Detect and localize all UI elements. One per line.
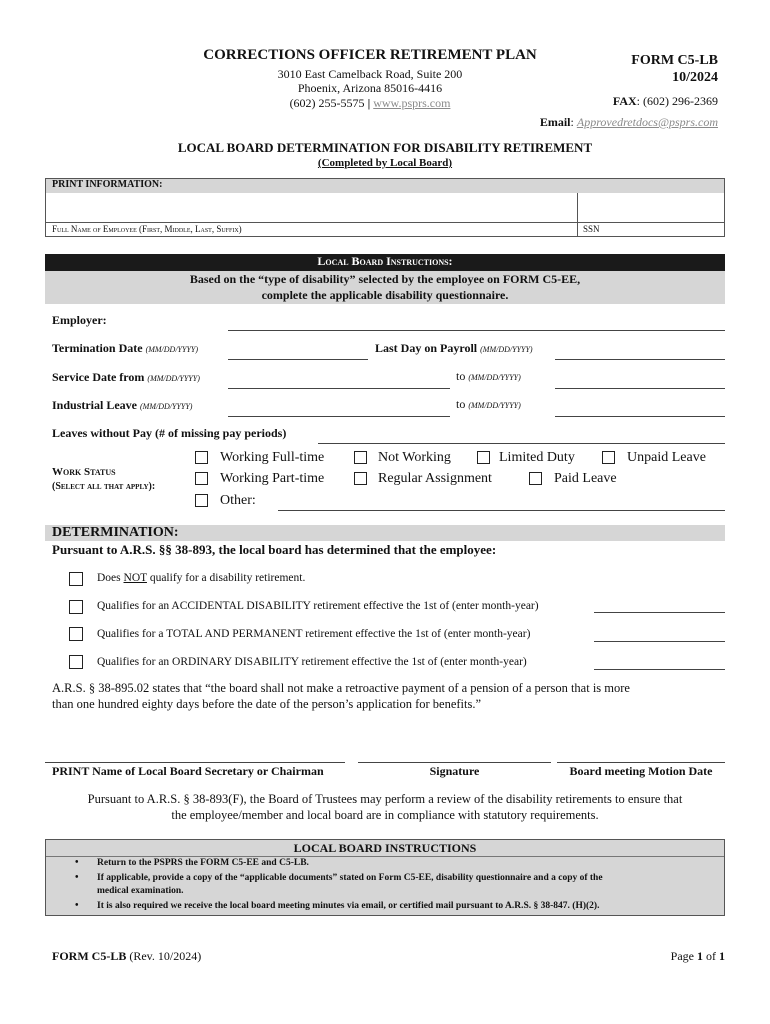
- phone-number: (602) 255-5575: [289, 96, 365, 110]
- unpaid-leave-checkbox[interactable]: [602, 451, 615, 464]
- instructions-band-title: Local Board Instructions:: [317, 254, 453, 268]
- footer-form-label: FORM C5-LB (Rev. 10/2024): [52, 949, 202, 963]
- statute-line-2: than one hundred eighty days before the date of the person’s application for benefits.”: [52, 697, 482, 711]
- ordinary-disability-checkbox[interactable]: [69, 655, 83, 669]
- last-day-payroll-label: Last Day on Payroll (MM/DD/YYYY): [375, 341, 533, 355]
- service-date-label: Service Date from (MM/DD/YYYY): [52, 370, 200, 384]
- determination-subheader: Pursuant to A.R.S. §§ 38-893, the local board has determined that the employee:: [52, 542, 497, 557]
- limited-duty-checkbox[interactable]: [477, 451, 490, 464]
- fax-label: FAX: [612, 94, 637, 108]
- not-working-checkbox[interactable]: [354, 451, 367, 464]
- service-date-to-input[interactable]: [555, 388, 725, 389]
- unpaid-leave-label: Unpaid Leave: [627, 450, 706, 465]
- bullet-3-marker: •: [75, 900, 79, 911]
- last-day-payroll-input[interactable]: [555, 359, 725, 360]
- industrial-leave-from-input[interactable]: [228, 416, 450, 417]
- print-information-label: PRINT INFORMATION:: [52, 179, 163, 190]
- working-full-time-label: Working Full-time: [220, 450, 325, 465]
- ssn-input[interactable]: [579, 194, 723, 222]
- other-input[interactable]: [278, 510, 725, 511]
- instructions-line-1: Based on the “type of disability” selected by the employee on FORM C5-EE,: [189, 272, 581, 286]
- review-line-1: Pursuant to A.R.S. § 38-893(F), the Board of Trustees may perform a review of the disability retirements to ensure that: [87, 792, 683, 806]
- website-link[interactable]: www.psprs.com: [373, 96, 451, 110]
- work-status-sublabel: (Select all that apply):: [52, 481, 156, 492]
- footer-page-number: Page 1 of 1: [670, 949, 725, 963]
- statute-line-1: A.R.S. § 38-895.02 states that “the board shall not make a retroactive payment of a pension of a person that is more: [52, 681, 630, 695]
- employer-input[interactable]: [228, 330, 725, 331]
- instructions-line-2: complete the applicable disability questionnaire.: [261, 288, 509, 302]
- work-status-label: Work Status: [52, 466, 116, 478]
- service-date-from-input[interactable]: [228, 388, 450, 389]
- regular-assignment-checkbox[interactable]: [354, 472, 367, 485]
- separator: |: [367, 96, 371, 110]
- ordinary-disability-label: Qualifies for an ORDINARY DISABILITY retirement effective the 1st of (enter month-year): [97, 656, 527, 668]
- regular-assignment-label: Regular Assignment: [378, 471, 492, 486]
- bullet-1: Return to the PSPRS the FORM C5-EE and C5-LB.: [97, 858, 309, 868]
- bullet-2a: If applicable, provide a copy of the “applicable documents” stated on Form C5-EE, disability questionnaire and a copy of the: [97, 873, 603, 883]
- total-permanent-checkbox[interactable]: [69, 627, 83, 641]
- leaves-without-pay-label: Leaves without Pay (# of missing pay periods): [52, 426, 287, 440]
- review-line-2: the employee/member and local board are in compliance with statutory requirements.: [171, 808, 599, 822]
- accidental-disability-date-input[interactable]: [594, 612, 725, 613]
- ssn-label: SSN: [583, 224, 600, 234]
- termination-date-input[interactable]: [228, 359, 368, 360]
- not-working-label: Not Working: [378, 450, 451, 465]
- contact-line: [150, 96, 590, 111]
- total-permanent-label: Qualifies for a TOTAL AND PERMANENT retirement effective the 1st of (enter month-year): [97, 628, 531, 640]
- employer-label: Employer:: [52, 313, 107, 327]
- industrial-leave-to-label: to (MM/DD/YYYY): [456, 397, 521, 411]
- form-subtitle: (Completed by Local Board): [317, 157, 453, 169]
- email-link[interactable]: Approvedretdocs@psprs.com: [576, 115, 718, 129]
- motion-date-label: Board meeting Motion Date: [569, 764, 713, 778]
- fax-line: [613, 94, 718, 109]
- form-id: FORM C5-LB: [631, 53, 718, 68]
- full-name-input[interactable]: [47, 194, 575, 222]
- email-separator: :: [570, 115, 577, 129]
- ssn-divider: [577, 193, 578, 236]
- address-line-2: Phoenix, Arizona 85016-4416: [297, 81, 443, 95]
- bullet-2b: medical examination.: [97, 886, 184, 896]
- industrial-leave-to-input[interactable]: [555, 416, 725, 417]
- industrial-leave-label: Industrial Leave (MM/DD/YYYY): [52, 398, 193, 412]
- service-date-to-label: to (MM/DD/YYYY): [456, 369, 521, 383]
- total-permanent-date-input[interactable]: [594, 641, 725, 642]
- form-date: 10/2024: [672, 70, 718, 85]
- accidental-disability-checkbox[interactable]: [69, 600, 83, 614]
- determination-header: DETERMINATION:: [52, 525, 179, 540]
- termination-date-label: Termination Date (MM/DD/YYYY): [52, 341, 199, 355]
- leaves-without-pay-input[interactable]: [318, 443, 725, 444]
- ordinary-disability-date-input[interactable]: [594, 669, 725, 670]
- bottom-instructions-title-divider: [46, 856, 724, 857]
- not-qualify-label: Does NOT qualify for a disability retirement.: [97, 572, 306, 584]
- paid-leave-label: Paid Leave: [554, 471, 617, 486]
- working-full-time-checkbox[interactable]: [195, 451, 208, 464]
- print-name-label: PRINT Name of Local Board Secretary or Chairman: [52, 764, 324, 778]
- motion-date-input[interactable]: [557, 762, 725, 763]
- signature-input[interactable]: [358, 762, 551, 763]
- bottom-instructions-title: LOCAL BOARD INSTRUCTIONS: [293, 841, 477, 855]
- form-title: LOCAL BOARD DETERMINATION FOR DISABILITY RETIREMENT: [177, 140, 593, 155]
- signature-label: Signature: [429, 764, 480, 778]
- bullet-3: It is also required we receive the local board meeting minutes via email, or certified mail pursuant to A.R.S. § 38-847. (H)(2).: [97, 901, 600, 911]
- other-checkbox[interactable]: [195, 494, 208, 507]
- working-part-time-checkbox[interactable]: [195, 472, 208, 485]
- other-label: Other:: [220, 493, 256, 508]
- email-label: Email: [539, 115, 571, 129]
- print-name-input[interactable]: [45, 762, 345, 763]
- working-part-time-label: Working Part-time: [220, 471, 325, 486]
- paid-leave-checkbox[interactable]: [529, 472, 542, 485]
- not-qualify-checkbox[interactable]: [69, 572, 83, 586]
- limited-duty-label: Limited Duty: [499, 450, 575, 465]
- accidental-disability-label: Qualifies for an ACCIDENTAL DISABILITY retirement effective the 1st of (enter month-year): [97, 600, 539, 612]
- bullet-1-marker: •: [75, 857, 79, 868]
- fax-value: : (602) 296-2369: [636, 94, 718, 108]
- name-divider-line: [46, 222, 724, 223]
- email-line: [540, 115, 718, 130]
- org-title: CORRECTIONS OFFICER RETIREMENT PLAN: [203, 47, 537, 63]
- address-line-1: 3010 East Camelback Road, Suite 200: [277, 67, 463, 81]
- full-name-label: Full Name of Employee (First, Middle, Last, Suffix): [52, 224, 242, 234]
- bullet-2-marker: •: [75, 872, 79, 883]
